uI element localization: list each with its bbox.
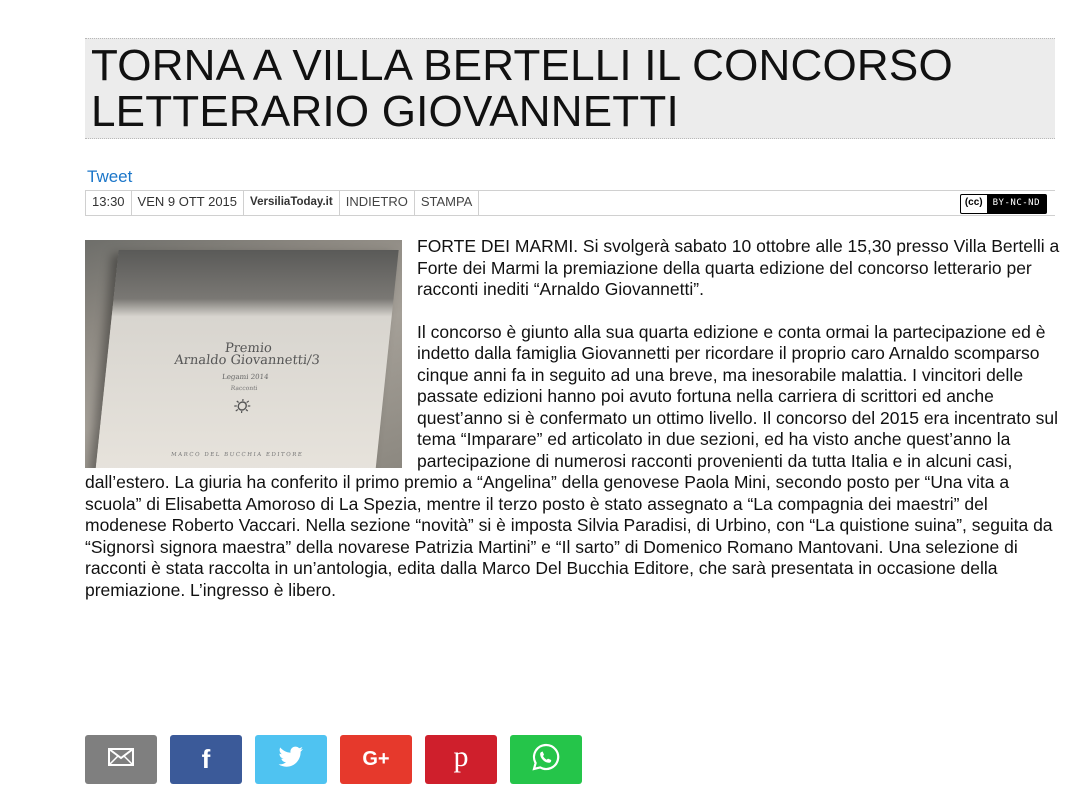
article-paragraph: Il concorso è giunto alla sua quarta edizione e conta ormai la partecipazione ed è indetto dalla famiglia Giovannetti per ricordare il proprio caro Arnaldo scomparso cinque anni fa in seguito ad una breve, ma inesorabile malattia. I vincitori delle passate edizioni hanno poi avuto fortuna nella carriera di scrittori ed anche quest’anno si è confermato un ottimo livello. Il concorso del 2015 era incentrato sul tema “Imparare” ed articolato in due sezioni, ed ha visto anche quest’anno la partecipazione di numerosi racconti provenienti da tutta Italia e in alcuni casi, dall’estero. La giuria ha conferito il primo premio a “Angelina” della genovese Paola Mini, secondo posto per “Una vita a scuola” di Elisabetta Amoroso di La Spezia, mentre il terzo posto è stato assegnato a “La compagnia dei maestri” del modenese Roberto Vaccari. Nella sezione “novità” si è imposta Silvia Paradisi, di Urbino, con “La quistione suina”, seguita da “Signorsì signora maestra” della novarese Patrizia Martini” e “Il sarto” di Domenico Romano Mantovani. Una selezione di racconti è stata raccolta in un’antologia, edita dalla Marco Del Bucchia Editore, che sarà presentata in occasione della premiazione. L’ingresso è libero. bbox=[85, 321, 1059, 600]
share-whatsapp-button[interactable] bbox=[510, 735, 582, 784]
book-subtitle: Legami 2014 bbox=[221, 373, 269, 381]
book-title-line1: Premio bbox=[224, 341, 273, 356]
license-badge[interactable] bbox=[960, 194, 1047, 214]
mail-icon bbox=[108, 748, 134, 771]
share-google-plus-button[interactable] bbox=[340, 735, 412, 784]
license-type: BY-NC-ND bbox=[987, 195, 1046, 213]
share-twitter-button[interactable] bbox=[255, 735, 327, 784]
article-lead-paragraph: FORTE DEI MARMI. Si svolgerà sabato 10 ottobre alle 15,30 presso Villa Bertelli a Forte dei Marmi la premiazione della quarta edizione del concorso letterario per racconti inediti “Arnaldo Giovannetti”. bbox=[417, 236, 1060, 299]
share-facebook-button[interactable] bbox=[170, 735, 242, 784]
article-body bbox=[85, 236, 1060, 622]
cc-icon: (cc) bbox=[961, 195, 987, 213]
meta-bar bbox=[85, 190, 1055, 216]
title-box bbox=[85, 38, 1055, 139]
back-link[interactable]: INDIETRO bbox=[340, 191, 415, 215]
publish-time: 13:30 bbox=[85, 191, 132, 215]
book-publisher: MARCO DEL BUCCHIA EDITORE bbox=[170, 452, 304, 458]
facebook-icon: f bbox=[201, 744, 211, 774]
google-plus-icon: G+ bbox=[362, 748, 390, 770]
share-bar bbox=[85, 735, 582, 784]
twitter-icon bbox=[278, 746, 304, 773]
pinterest-icon: p bbox=[453, 739, 469, 773]
tweet-link[interactable]: Tweet bbox=[87, 167, 133, 186]
book-cover bbox=[95, 250, 398, 468]
source-label: VersiliaToday.it bbox=[244, 191, 340, 215]
article-title: TORNA A VILLA BERTELLI IL CONCORSO LETTERARIO GIOVANNETTI bbox=[91, 41, 953, 136]
article-photo[interactable] bbox=[85, 240, 402, 468]
share-pinterest-button[interactable] bbox=[425, 735, 497, 784]
book-genre: Racconti bbox=[230, 385, 258, 392]
share-email-button[interactable] bbox=[85, 735, 157, 784]
whatsapp-icon bbox=[531, 742, 561, 777]
book-title-line2: Arnaldo Giovannetti/3 bbox=[173, 353, 321, 368]
print-link[interactable]: STAMPA bbox=[415, 191, 480, 215]
book-ornament-icon bbox=[101, 398, 383, 420]
publish-date: VEN 9 OTT 2015 bbox=[132, 191, 244, 215]
